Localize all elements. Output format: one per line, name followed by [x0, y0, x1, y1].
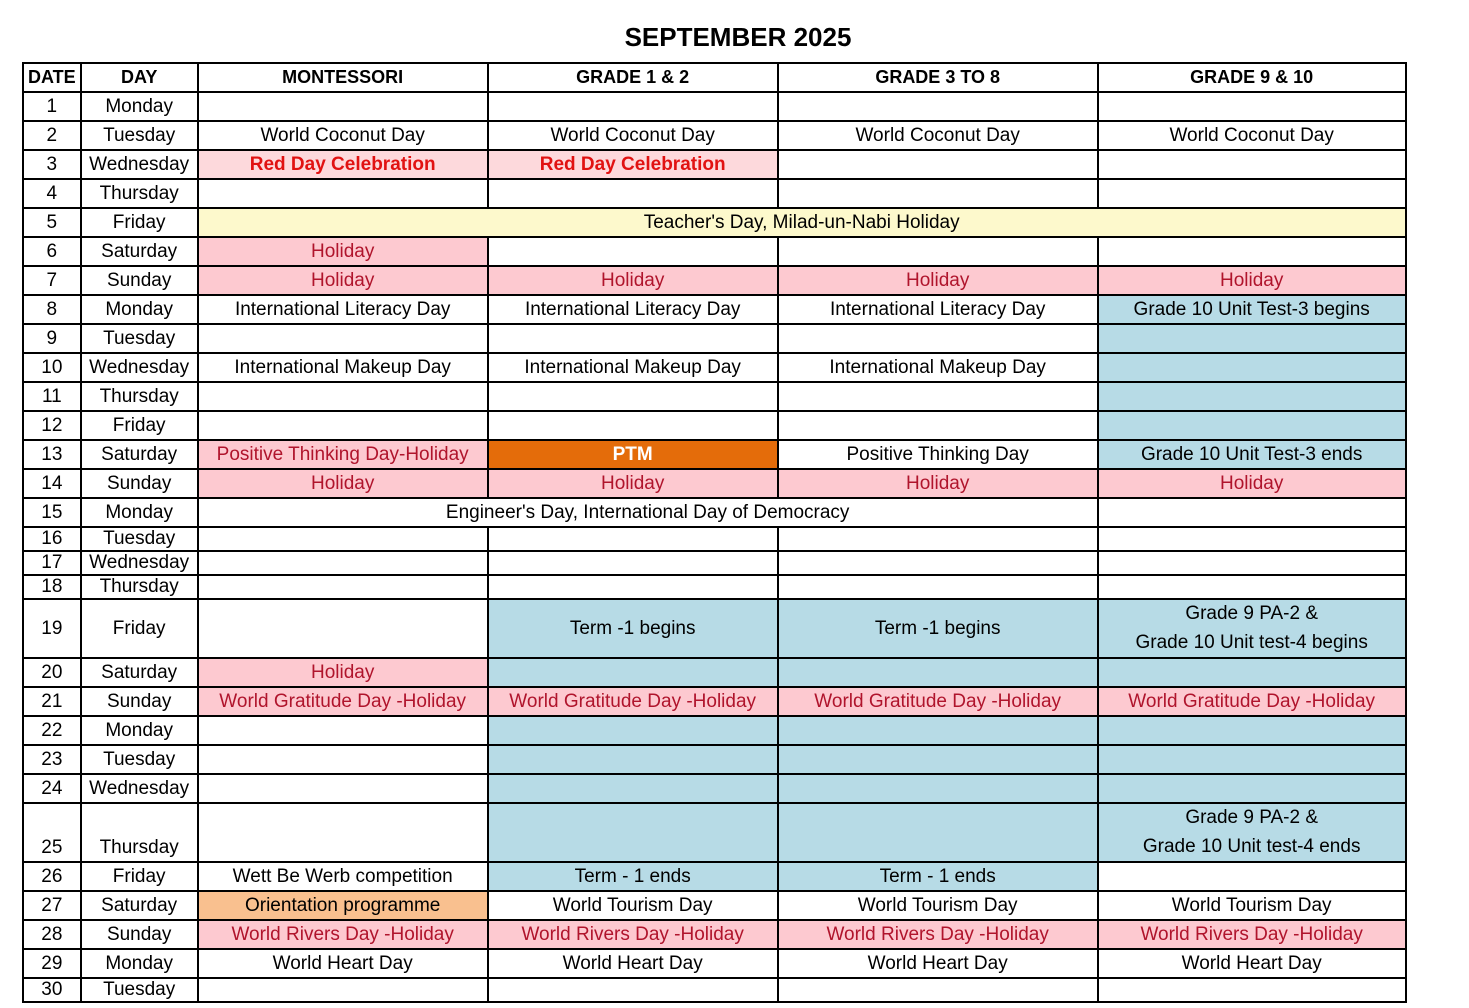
grade-9-10-cell: Grade 10 Unit Test-3 ends: [1098, 440, 1406, 469]
grade-3-8-cell: International Makeup Day: [778, 353, 1098, 382]
grade-9-10-cell: Holiday: [1098, 266, 1406, 295]
grade-3-8-cell: [778, 92, 1098, 121]
span-event-cell: Engineer's Day, International Day of Democracy: [198, 498, 1098, 527]
table-row: [23, 575, 1406, 599]
grade-3-8-cell: [778, 803, 1098, 862]
grade-1-2-cell: International Literacy Day: [488, 295, 778, 324]
date-cell: 14: [23, 469, 81, 498]
day-cell: Thursday: [81, 382, 198, 411]
montessori-cell: International Literacy Day: [198, 295, 488, 324]
header-montessori: MONTESSORI: [198, 63, 488, 92]
date-cell: 10: [23, 353, 81, 382]
all-grades-banner: Teacher's Day, Milad-un-Nabi Holiday: [198, 208, 1406, 237]
table-row: [23, 716, 1406, 745]
date-cell: 12: [23, 411, 81, 440]
ptm-cell: PTM: [488, 440, 778, 469]
day-cell: Thursday: [81, 803, 198, 862]
header-grade-3-8: GRADE 3 TO 8: [778, 63, 1098, 92]
table-row: [23, 803, 1406, 862]
grade-9-10-cell: World Heart Day: [1098, 949, 1406, 978]
montessori-cell: [198, 978, 488, 1002]
day-cell: Tuesday: [81, 978, 198, 1002]
grade-9-10-cell: World Rivers Day -Holiday: [1098, 920, 1406, 949]
table-row: [23, 179, 1406, 208]
grade-1-2-cell: World Rivers Day -Holiday: [488, 920, 778, 949]
grade-9-10-cell: [1098, 716, 1406, 745]
day-cell: Tuesday: [81, 745, 198, 774]
montessori-cell: [198, 551, 488, 575]
grade-3-8-cell: [778, 978, 1098, 1002]
grade-3-8-cell: [778, 745, 1098, 774]
montessori-cell: [198, 179, 488, 208]
grade-9-10-cell: [1098, 978, 1406, 1002]
table-row: [23, 208, 1406, 237]
grade-9-10-cell: [1098, 411, 1406, 440]
day-cell: Wednesday: [81, 551, 198, 575]
table-row: [23, 498, 1406, 527]
grade-9-10-cell: [1098, 803, 1406, 862]
grade-9-10-cell: [1098, 150, 1406, 179]
grade-3-8-cell: [778, 324, 1098, 353]
grade-3-8-cell: [778, 716, 1098, 745]
grade-1-2-cell: [488, 658, 778, 687]
table-row: [23, 774, 1406, 803]
grade-9-10-cell: [1098, 599, 1406, 658]
grade-3-8-cell: [778, 575, 1098, 599]
date-cell: 19: [23, 599, 81, 658]
cell-line: Grade 10 Unit test-4 begins: [1135, 631, 1368, 653]
table-row: [23, 353, 1406, 382]
table-row: [23, 237, 1406, 266]
table-row: [23, 862, 1406, 891]
header-grade-9-10: GRADE 9 & 10: [1098, 63, 1406, 92]
grade-1-2-cell: [488, 551, 778, 575]
grade-9-10-cell: Holiday: [1098, 469, 1406, 498]
grade-1-2-cell: Term - 1 ends: [488, 862, 778, 891]
grade-1-2-cell: [488, 324, 778, 353]
day-cell: Friday: [81, 208, 198, 237]
montessori-cell: Holiday: [198, 266, 488, 295]
date-cell: 6: [23, 237, 81, 266]
day-cell: Saturday: [81, 891, 198, 920]
grade-9-10-cell: [1098, 498, 1406, 527]
grade-9-10-cell: World Tourism Day: [1098, 891, 1406, 920]
day-cell: Monday: [81, 295, 198, 324]
date-cell: 13: [23, 440, 81, 469]
montessori-cell: World Gratitude Day -Holiday: [198, 687, 488, 716]
table-row: [23, 440, 1406, 469]
montessori-cell: [198, 382, 488, 411]
grade-9-10-cell: [1098, 527, 1406, 551]
grade-1-2-cell: World Heart Day: [488, 949, 778, 978]
montessori-cell: [198, 575, 488, 599]
grade-3-8-cell: Term -1 begins: [778, 599, 1098, 658]
day-cell: Tuesday: [81, 324, 198, 353]
table-row: [23, 295, 1406, 324]
date-cell: 7: [23, 266, 81, 295]
day-cell: Sunday: [81, 469, 198, 498]
day-cell: Tuesday: [81, 527, 198, 551]
day-cell: Thursday: [81, 179, 198, 208]
day-cell: Sunday: [81, 687, 198, 716]
montessori-cell: Holiday: [198, 237, 488, 266]
date-cell: 21: [23, 687, 81, 716]
montessori-cell: [198, 803, 488, 862]
date-cell: 30: [23, 978, 81, 1002]
grade-1-2-cell: Holiday: [488, 266, 778, 295]
day-cell: Sunday: [81, 266, 198, 295]
montessori-cell: World Coconut Day: [198, 121, 488, 150]
day-cell: Tuesday: [81, 121, 198, 150]
montessori-cell: [198, 716, 488, 745]
day-cell: Sunday: [81, 920, 198, 949]
grade-1-2-cell: [488, 237, 778, 266]
grade-1-2-cell: [488, 774, 778, 803]
day-cell: Wednesday: [81, 150, 198, 179]
montessori-cell: International Makeup Day: [198, 353, 488, 382]
cell-line: Grade 9 PA-2 &: [1185, 603, 1319, 624]
date-cell: 4: [23, 179, 81, 208]
day-cell: Saturday: [81, 440, 198, 469]
day-cell: Thursday: [81, 575, 198, 599]
montessori-cell: World Heart Day: [198, 949, 488, 978]
montessori-cell: [198, 745, 488, 774]
montessori-cell: Orientation programme: [198, 891, 488, 920]
grade-1-2-cell: [488, 745, 778, 774]
grade-1-2-cell: [488, 382, 778, 411]
table-row: [23, 920, 1406, 949]
grade-1-2-cell: Term -1 begins: [488, 599, 778, 658]
table-row: [23, 599, 1406, 658]
montessori-cell: [198, 599, 488, 658]
grade-1-2-cell: [488, 803, 778, 862]
header-grade-1-2: GRADE 1 & 2: [488, 63, 778, 92]
grade-3-8-cell: Holiday: [778, 266, 1098, 295]
day-cell: Wednesday: [81, 774, 198, 803]
grade-1-2-cell: [488, 179, 778, 208]
grade-1-2-cell: [488, 978, 778, 1002]
day-cell: Monday: [81, 949, 198, 978]
montessori-cell: Positive Thinking Day-Holiday: [198, 440, 488, 469]
table-row: [23, 891, 1406, 920]
day-cell: Saturday: [81, 237, 198, 266]
grade-1-2-cell: Red Day Celebration: [488, 150, 778, 179]
grade-3-8-cell: [778, 551, 1098, 575]
date-cell: 16: [23, 527, 81, 551]
header-row: [23, 63, 1406, 92]
table-row: [23, 658, 1406, 687]
date-cell: 26: [23, 862, 81, 891]
grade-3-8-cell: [778, 179, 1098, 208]
grade-9-10-cell: World Gratitude Day -Holiday: [1098, 687, 1406, 716]
date-cell: 11: [23, 382, 81, 411]
table-row: [23, 266, 1406, 295]
montessori-cell: Holiday: [198, 658, 488, 687]
day-cell: Friday: [81, 411, 198, 440]
date-cell: 15: [23, 498, 81, 527]
date-cell: 8: [23, 295, 81, 324]
day-cell: Monday: [81, 92, 198, 121]
grade-9-10-cell: [1098, 551, 1406, 575]
table-row: [23, 150, 1406, 179]
grade-9-10-cell: [1098, 745, 1406, 774]
montessori-cell: [198, 324, 488, 353]
grade-3-8-cell: [778, 411, 1098, 440]
grade-3-8-cell: [778, 150, 1098, 179]
header-day: DAY: [81, 63, 198, 92]
grade-1-2-cell: [488, 716, 778, 745]
cell-line: Grade 9 PA-2 &: [1185, 807, 1319, 828]
table-row: [23, 92, 1406, 121]
montessori-cell: [198, 774, 488, 803]
date-cell: 9: [23, 324, 81, 353]
montessori-cell: Wett Be Werb competition: [198, 862, 488, 891]
table-row: [23, 687, 1406, 716]
grade-3-8-cell: World Coconut Day: [778, 121, 1098, 150]
grade-3-8-cell: Term - 1 ends: [778, 862, 1098, 891]
grade-9-10-cell: World Coconut Day: [1098, 121, 1406, 150]
table-row: [23, 324, 1406, 353]
date-cell: 23: [23, 745, 81, 774]
calendar-title: SEPTEMBER 2025: [624, 22, 852, 52]
montessori-cell: [198, 411, 488, 440]
table-row: [23, 469, 1406, 498]
table-row: [23, 382, 1406, 411]
grade-3-8-cell: [778, 382, 1098, 411]
date-cell: 25: [23, 803, 81, 862]
grade-9-10-cell: [1098, 382, 1406, 411]
grade-3-8-cell: World Heart Day: [778, 949, 1098, 978]
grade-3-8-cell: [778, 237, 1098, 266]
date-cell: 18: [23, 575, 81, 599]
date-cell: 5: [23, 208, 81, 237]
grade-1-2-cell: [488, 411, 778, 440]
grade-9-10-cell: Grade 10 Unit Test-3 begins: [1098, 295, 1406, 324]
grade-3-8-cell: [778, 527, 1098, 551]
date-cell: 24: [23, 774, 81, 803]
grade-9-10-cell: [1098, 862, 1406, 891]
day-cell: Monday: [81, 716, 198, 745]
grade-1-2-cell: [488, 575, 778, 599]
cell-line: Grade 10 Unit test-4 ends: [1142, 835, 1361, 857]
day-cell: Wednesday: [81, 353, 198, 382]
grade-9-10-cell: [1098, 575, 1406, 599]
grade-3-8-cell: World Gratitude Day -Holiday: [778, 687, 1098, 716]
grade-1-2-cell: [488, 527, 778, 551]
grade-9-10-cell: [1098, 774, 1406, 803]
grade-1-2-cell: World Gratitude Day -Holiday: [488, 687, 778, 716]
grade-3-8-cell: Positive Thinking Day: [778, 440, 1098, 469]
date-cell: 17: [23, 551, 81, 575]
grade-3-8-cell: [778, 658, 1098, 687]
grade-3-8-cell: World Rivers Day -Holiday: [778, 920, 1098, 949]
montessori-cell: [198, 92, 488, 121]
montessori-cell: [198, 527, 488, 551]
grade-9-10-cell: [1098, 658, 1406, 687]
grade-9-10-cell: [1098, 237, 1406, 266]
date-cell: 2: [23, 121, 81, 150]
date-cell: 27: [23, 891, 81, 920]
table-row: [23, 411, 1406, 440]
date-cell: 3: [23, 150, 81, 179]
montessori-cell: Holiday: [198, 469, 488, 498]
montessori-cell: World Rivers Day -Holiday: [198, 920, 488, 949]
day-cell: Monday: [81, 498, 198, 527]
montessori-cell: Red Day Celebration: [198, 150, 488, 179]
grade-1-2-cell: International Makeup Day: [488, 353, 778, 382]
table-row: [23, 121, 1406, 150]
grade-1-2-cell: [488, 92, 778, 121]
table-row: [23, 949, 1406, 978]
grade-9-10-cell: [1098, 324, 1406, 353]
calendar-table: [22, 62, 1407, 1003]
date-cell: 29: [23, 949, 81, 978]
grade-1-2-cell: World Coconut Day: [488, 121, 778, 150]
date-cell: 20: [23, 658, 81, 687]
header-date: DATE: [23, 63, 81, 92]
grade-3-8-cell: World Tourism Day: [778, 891, 1098, 920]
table-row: [23, 978, 1406, 1002]
table-row: [23, 551, 1406, 575]
grade-9-10-cell: [1098, 179, 1406, 208]
grade-9-10-cell: [1098, 92, 1406, 121]
day-cell: Friday: [81, 862, 198, 891]
table-row: [23, 745, 1406, 774]
day-cell: Friday: [81, 599, 198, 658]
grade-9-10-cell: [1098, 353, 1406, 382]
grade-1-2-cell: World Tourism Day: [488, 891, 778, 920]
date-cell: 1: [23, 92, 81, 121]
grade-1-2-cell: Holiday: [488, 469, 778, 498]
grade-3-8-cell: International Literacy Day: [778, 295, 1098, 324]
day-cell: Saturday: [81, 658, 198, 687]
grade-3-8-cell: [778, 774, 1098, 803]
date-cell: 28: [23, 920, 81, 949]
table-row: [23, 527, 1406, 551]
date-cell: 22: [23, 716, 81, 745]
grade-3-8-cell: Holiday: [778, 469, 1098, 498]
